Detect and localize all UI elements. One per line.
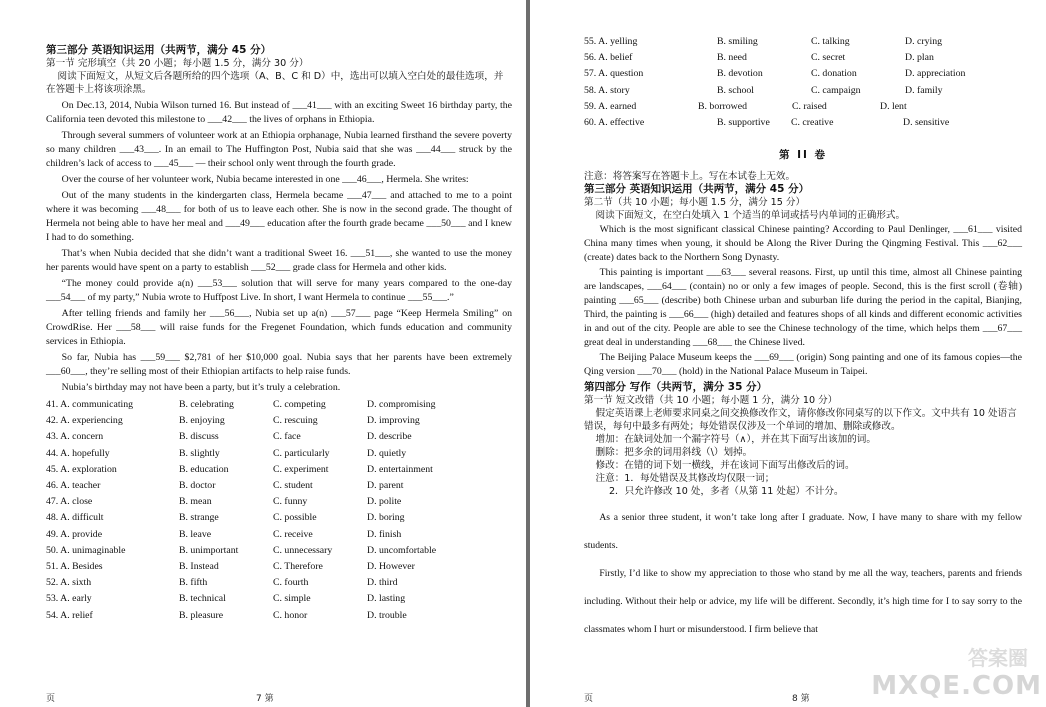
option: D. However (367, 561, 415, 573)
option: D. quietly (367, 447, 407, 459)
paragraph: After telling friends and family her ___56___, Nubia set up a(n) ___57___ page “Keep Hermela Smiling” on CrowdRise. Her ___58___ will raise funds for the Fregenet Foundation, which funds education and community services in Ethiopia. (46, 308, 512, 347)
option: B. technical (179, 593, 226, 605)
option: D. describe (367, 431, 412, 443)
option: C. rescuing (273, 415, 318, 427)
option: C. donation (811, 68, 857, 80)
section-title: 第三部分 英语知识运用（共两节，满分 45 分） (46, 44, 272, 56)
section4-instructions: 假定英语课上老师要求同桌之间交换修改作文，请你修改你同桌写的以下作文。文中共有 10 处语言错误，每句中最多有两处；每处错误仅涉及一个单词的增加、删除或修改。 (584, 408, 1017, 433)
section4-rule-modify: 修改：在错的词下划一横线，并在该词下面写出修改后的词。 (595, 460, 855, 472)
option: B. enjoying (179, 415, 225, 427)
option-row (46, 478, 512, 494)
option: 45. A. exploration (46, 463, 117, 475)
subsection-title: 第二节（共 10 小题；每小题 1.5 分，满分 15 分） (584, 197, 806, 209)
paragraph: That’s when Nubia decided that she didn’t want a traditional Sweet 16. ___51___, she wanted to use the money her parents would have spent on a party to establish ___52___ grade class for Hermela and other kids. (46, 248, 512, 273)
section4-note-1: 注意：1．每处错误及其修改均仅限一词； (595, 473, 775, 485)
option: D. plan (905, 52, 934, 64)
passage (46, 99, 512, 395)
option: 46. A. teacher (46, 480, 101, 492)
section4-rule-add: 增加：在缺词处加一个漏字符号（∧），并在其下面写出该加的词。 (595, 434, 876, 446)
option: D. finish (367, 528, 402, 540)
page-footer-label: 页 (46, 694, 56, 704)
option-row (46, 397, 512, 413)
options-list (46, 397, 512, 624)
option: D. trouble (367, 609, 407, 621)
option: 43. A. concern (46, 431, 104, 443)
option: C. campaign (811, 84, 861, 96)
option: B. borrowed (698, 100, 747, 112)
option: D. lent (880, 100, 907, 112)
option: 56. A. belief (584, 52, 633, 64)
option: 52. A. sixth (46, 577, 92, 589)
paragraph: Nubia’s birthday may not have been a party, but it’s truly a celebration. (61, 382, 341, 393)
option-row (46, 413, 512, 429)
option: 55. A. yelling (584, 36, 638, 47)
page-number: 7 第 (256, 694, 274, 704)
option: 54. A. relief (46, 609, 93, 621)
section-title: 第三部分 英语知识运用（共两节，满分 45 分） (584, 183, 810, 196)
option: B. strange (179, 512, 219, 524)
option: D. third (367, 577, 398, 589)
part-title: 第 II 卷 (778, 149, 828, 162)
paragraph: So far, Nubia has ___59___ $2,781 of her $10,000 goal. Nubia says that her parents have been extremely ___60___, they’re selling most of their Ethiopian artifacts to help raise funds. (46, 352, 512, 377)
essay-paragraph: As a senior three student, it won’t take long after I graduate. Now, I have many to share with my fellow students. (584, 512, 1022, 552)
option: C. particularly (273, 447, 330, 459)
exam-page-8 (530, 0, 1046, 707)
option: D. uncomfortable (367, 544, 437, 556)
option: D. boring (367, 512, 405, 524)
option: C. funny (273, 496, 308, 508)
option: 57. A. question (584, 68, 644, 80)
option: B. fifth (179, 577, 208, 589)
option-row (46, 462, 512, 478)
option: 59. A. earned (584, 100, 637, 112)
option: D. polite (367, 496, 402, 508)
option: B. pleasure (179, 609, 224, 621)
option-row (584, 50, 1022, 66)
options-list (584, 34, 1022, 131)
option: B. supportive (717, 117, 770, 129)
option-row (46, 446, 512, 462)
option: C. talking (811, 36, 850, 47)
essay-paragraph: Firstly, I’d like to show my appreciation to those who stand by me all the way, teachers, parents and friends including. Without their help or advice, my life will be different. Secondly, it’s high time for I to say sorry to the classmates whom I hurt or misunderstood. I firm believe that (584, 568, 1022, 636)
instructions: 阅读下面短文，从短文后各题所给的四个选项（A、B、C 和 D）中，选出可以填入空白处的最佳选项，并在答题卡上将该项涂黑。 (46, 71, 504, 95)
section4-subtitle: 第一节 短文改错（共 10 小题；每小题 1 分，满分 10 分） (584, 395, 838, 407)
paragraph: Out of the many students in the kindergarten class, Hermela became ___47___ and attached to me to a point where it was becoming ___48___ for both of us to leave each other. She is now in the second grade. The thought of Hermela not being able to have her meal and ___49___ education after the fourth grade became ___50___ and I knew I had to do something. (46, 190, 512, 243)
option: C. simple (273, 593, 311, 605)
option-row (46, 591, 512, 607)
option: D. entertainment (367, 463, 433, 475)
option: 48. A. difficult (46, 512, 104, 524)
option: B. slightly (179, 447, 220, 459)
page-number: 8 第 (792, 694, 810, 704)
option: 42. A. experiencing (46, 415, 123, 427)
option: 51. A. Besides (46, 561, 103, 573)
paragraph: “The money could provide a(n) ___53___ solution that will serve for many years compared to the one-day ___54___ of my party,” Nubia wrote to Huffpost Live. In short, I want Hermela to continue ___55___.” (46, 278, 512, 303)
paragraph: Which is the most significant classical Chinese painting? According to Paul Denlinger, ___61___ visited China many times when young, it should be Along the River During the Qingming Festival. This ___62___ (create) dates back to the Northern Song Dynasty. (584, 224, 1022, 264)
option-row (584, 34, 1022, 50)
option: C. secret (811, 52, 846, 64)
option: C. competing (273, 399, 326, 410)
section4-title: 第四部分 写作（共两节，满分 35 分） (584, 381, 768, 394)
option-row (46, 429, 512, 445)
paragraph: Through several summers of volunteer work at an Ethiopia orphanage, Nubia learned firsthand the severe poverty so many children ___43___. In an email to The Huffington Post, Nubia said that she was ___44___ struck by the children’s lack of access to ___45___ — their school only went through the fourth grade. (46, 130, 512, 169)
option: C. possible (273, 512, 317, 524)
option: B. discuss (179, 431, 219, 443)
paragraph: This painting is important ___63___ several reasons. First, up until this time, almost all Chinese painting are landscapes, ___64___ (contain) no or only a few images of people. Second, this is the first scroll (卷轴) painting ___65___ (describe) both Chinese urban and suburban life during the period in the capital, Bianjing, Third, the painting is ___66___ (high) detailed and features shops of all kinds and different economic activities in and out of the city. People are able to see the Chinese technology of the time, which helps them ___67___ great deal in understanding ___68___ the Chinese lived. (584, 267, 1022, 349)
section4-rule-delete: 删除：把多余的词用斜线（\）划掉。 (595, 447, 753, 459)
option: C. Therefore (273, 561, 323, 573)
option-row (46, 575, 512, 591)
option-row (46, 527, 512, 543)
option: D. crying (905, 36, 943, 47)
option: 58. A. story (584, 84, 630, 96)
option: 47. A. close (46, 496, 93, 508)
option: B. mean (179, 496, 212, 508)
paragraph: The Beijing Palace Museum keeps the ___69___ (origin) Song painting and one of its famous copies—the Qing version ___70___ (hold) in the National Palace Museum in Taipei. (584, 352, 1022, 378)
option: 50. A. unimaginable (46, 544, 126, 556)
grammar-passage (584, 223, 1022, 379)
option: B. need (717, 52, 747, 64)
option-row (584, 115, 1022, 131)
option: 41. A. communicating (46, 399, 134, 410)
option-row (584, 66, 1022, 82)
watermark: MXQE.COM (871, 671, 1042, 701)
option: D. parent (367, 480, 404, 492)
answer-note: 注意：将答案写在答题卡上。写在本试卷上无效。 (584, 171, 796, 183)
option: B. education (179, 463, 229, 475)
option: C. raised (792, 100, 827, 112)
option: C. face (273, 431, 301, 443)
option: B. doctor (179, 480, 216, 492)
option: C. experiment (273, 463, 329, 475)
option-row (46, 559, 512, 575)
option: D. appreciation (905, 68, 966, 80)
section4-note-2: 2．只允许修改 10 处，多者（从第 11 处起）不计分。 (608, 486, 844, 498)
option: C. student (273, 480, 313, 492)
option-row (46, 494, 512, 510)
option: C. unnecessary (273, 544, 333, 556)
page-footer-label: 页 (584, 694, 594, 704)
option: 53. A. early (46, 593, 92, 605)
option: C. creative (791, 117, 834, 129)
option: C. receive (273, 528, 313, 540)
option: B. celebrating (179, 399, 234, 410)
option: 44. A. hopefully (46, 447, 110, 459)
option: B. Instead (179, 561, 219, 573)
instructions: 阅读下面短文，在空白处填入 1 个适当的单词或括号内单词的正确形式。 (595, 210, 906, 222)
option: C. honor (273, 609, 308, 621)
option: B. leave (179, 528, 212, 540)
option: D. family (905, 84, 943, 96)
option: D. lasting (367, 593, 406, 605)
option: D. sensitive (903, 117, 950, 129)
option: D. compromising (367, 399, 436, 410)
option: D. improving (367, 415, 420, 427)
subsection-title: 第一节 完形填空（共 20 小题；每小题 1.5 分，满分 30 分） (46, 58, 309, 69)
option-row (584, 99, 1022, 115)
option: B. unimportant (179, 544, 239, 556)
option: B. smiling (717, 36, 758, 47)
watermark-logo-text: 答案圈 (968, 646, 1028, 670)
option-row (584, 83, 1022, 99)
option: 60. A. effective (584, 117, 645, 129)
paragraph: Over the course of her volunteer work, Nubia became interested in one ___46___, Hermela. She writes: (61, 174, 469, 185)
option: C. fourth (273, 577, 309, 589)
option-row (46, 608, 512, 624)
option-row (46, 543, 512, 559)
option: B. devotion (717, 68, 763, 80)
option-row (46, 510, 512, 526)
option: 49. A. provide (46, 528, 103, 540)
option: B. school (717, 84, 755, 96)
paragraph: On Dec.13, 2014, Nubia Wilson turned 16. But instead of ___41___ with an exciting Sweet 16 birthday party, the California teen devoted this milestone to ___42___ the lives of orphans in Ethiopia. (46, 100, 512, 125)
